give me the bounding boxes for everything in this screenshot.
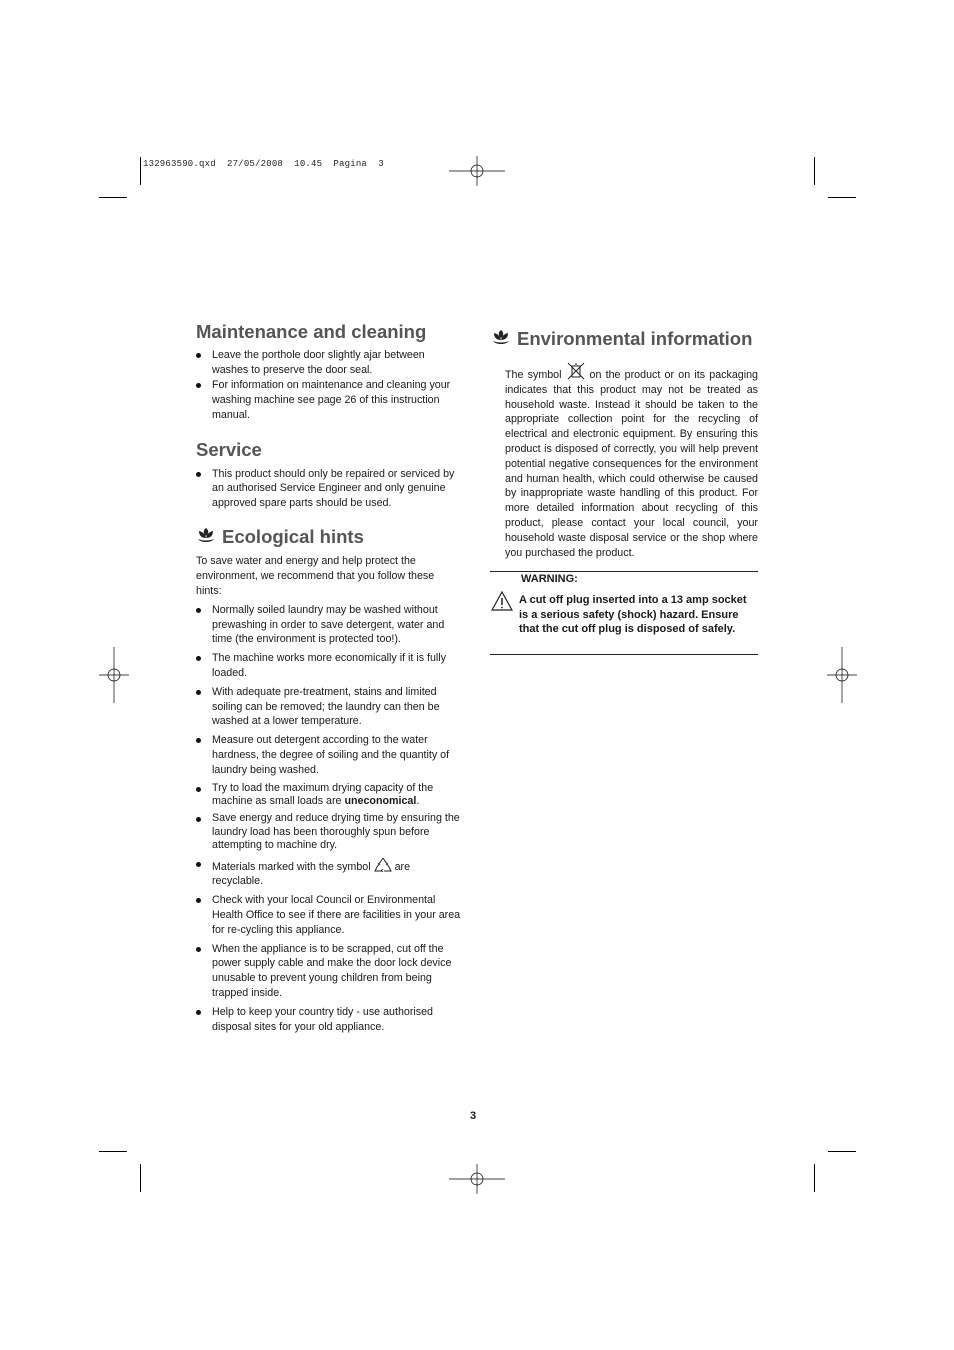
service-heading: Service (196, 439, 262, 461)
bullet-icon (196, 862, 201, 867)
crop-mark (828, 1151, 856, 1152)
registration-mark-icon (449, 156, 505, 186)
bullet-icon (196, 608, 201, 613)
left-column (196, 322, 462, 1038)
list-item: This product should only be repaired or serviced by an authorised Service Engineer and only genuine approved spare parts should be used. (196, 467, 462, 511)
list-item: When the appliance is to be scrapped, cut off the power supply cable and make the door lock device unusable to prevent young children from being trapped inside. (196, 942, 462, 1001)
service-list (196, 467, 462, 511)
ecological-list (196, 603, 462, 1035)
list-item: Help to keep your country tidy - use authorised disposal sites for your old appliance. (196, 1005, 462, 1035)
crop-mark (828, 197, 856, 198)
bullet-icon (196, 690, 201, 695)
printer-slug: 132963590.qxd 27/05/2008 10.45 Pagina 3 (143, 159, 384, 169)
crop-mark (140, 1164, 141, 1192)
maintenance-heading: Maintenance and cleaning (196, 321, 427, 342)
ecological-intro: To save water and energy and help protect the environment, we recommend that you follow these hints: (196, 555, 435, 597)
bullet-icon (196, 817, 201, 822)
registration-mark-icon (99, 647, 129, 703)
bullet-icon (196, 383, 201, 388)
maintenance-list (196, 348, 462, 422)
uneconomical-emphasis: uneconomical (344, 794, 417, 807)
list-item: The machine works more economically if it is fully loaded. (196, 651, 462, 681)
bullet-icon (196, 787, 201, 792)
list-item: For information on maintenance and cleaning your washing machine see page 26 of this instruction manual. (196, 378, 462, 422)
page-number: 3 (470, 1110, 477, 1122)
bullet-icon (196, 472, 201, 477)
warning-triangle-icon (491, 591, 513, 611)
leaf-icon (196, 526, 216, 546)
bullet-icon (196, 353, 201, 358)
warning-box (490, 571, 758, 655)
crop-mark (99, 1151, 127, 1152)
bullet-icon (196, 947, 201, 952)
warning-text: A cut off plug inserted into a 13 amp socket is a serious safety (shock) hazard. Ensure that the cut off plug is disposed of safely. (519, 594, 747, 636)
crop-mark (99, 197, 127, 198)
list-item: Try to load the maximum drying capacity of the machine as small loads are uneconomical. (196, 782, 462, 809)
list-item: Check with your local Council or Environmental Health Office to see if there are facilities in your area for re-cycling this appliance. (196, 893, 462, 937)
crop-mark (140, 157, 141, 185)
list-item: Measure out detergent according to the water hardness, the degree of soiling and the quantity of laundry being washed. (196, 733, 462, 777)
bullet-icon (196, 898, 201, 903)
environmental-text: The symbol on the product or on its packaging indicates that this product may not be treated as household waste. Instead it should be taken to the appropriate collection point for the recycling of electrical and electronic equipment. By ensuring this product is disposed of correctly, you will help prevent potential negative consequences for the environment and human health, which could otherwise be caused by inappropriate waste handling of this product. For more detailed information about recycling of this product, please contact your local council, your household waste disposal service or the shop where you purchased the product. (505, 362, 758, 560)
crop-mark (814, 157, 815, 185)
list-item: Materials marked with the symbol are recyclable. (196, 857, 462, 890)
list-item: Normally soiled laundry may be washed without prewashing in order to save detergent, water and time (the environment is protected too!). (196, 603, 462, 647)
bullet-icon (196, 1010, 201, 1015)
leaf-icon (491, 328, 511, 348)
registration-mark-icon (827, 647, 857, 703)
crossed-bin-icon (566, 362, 586, 380)
ecological-heading: Ecological hints (196, 526, 462, 547)
recycle-icon (374, 857, 392, 873)
environmental-heading: Environmental information (491, 328, 752, 349)
warning-title: WARNING: (521, 573, 578, 585)
list-item: Save energy and reduce drying time by ensuring the laundry load has been thoroughly spun before attempting to machine dry. (196, 812, 462, 852)
list-item: With adequate pre-treatment, stains and limited soiling can be removed; the laundry can then be washed at a lower temperature. (196, 685, 462, 729)
bullet-icon (196, 738, 201, 743)
crop-mark (814, 1164, 815, 1192)
bullet-icon (196, 656, 201, 661)
list-item: Leave the porthole door slightly ajar between washes to preserve the door seal. (196, 348, 462, 378)
registration-mark-icon (449, 1164, 505, 1194)
